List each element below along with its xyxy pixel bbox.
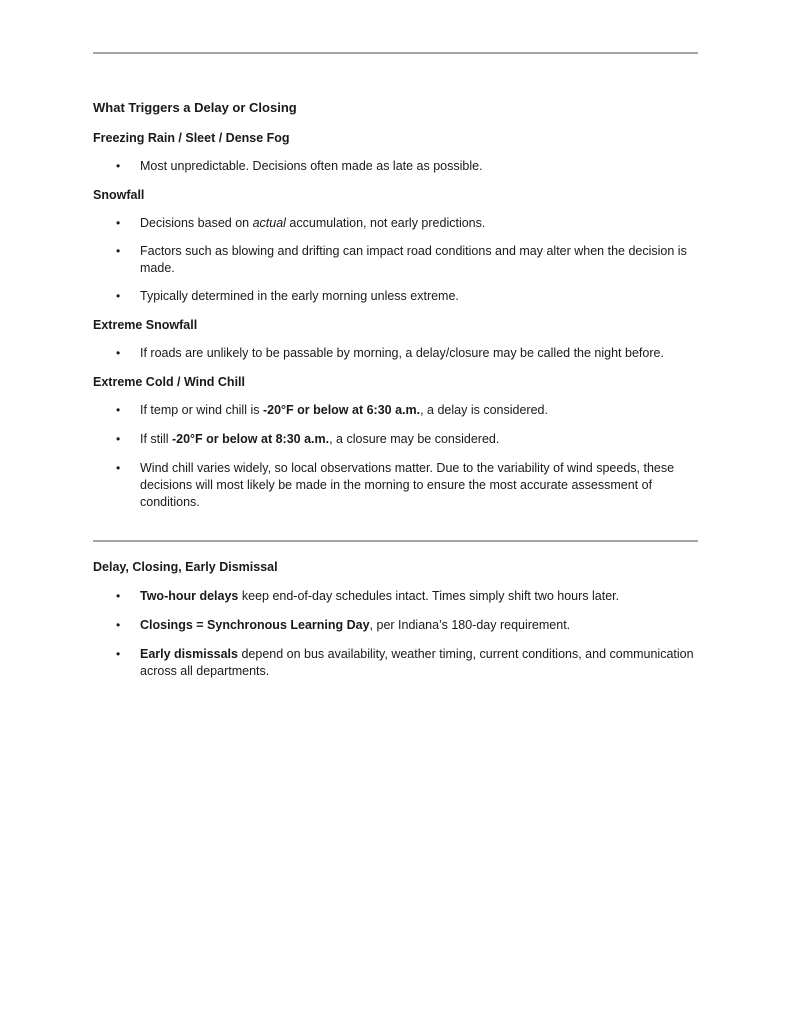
delay-closing-list <box>93 588 703 680</box>
list-item: • If roads are unlikely to be passable by morning, a delay/closure may be called the night before. <box>116 346 664 360</box>
list-item: • Factors such as blowing and drifting can impact road conditions and may alter when the decision is made. <box>116 244 687 275</box>
list-item: • Two-hour delays keep end-of-day schedules intact. Times simply shift two hours later. <box>116 589 620 603</box>
bullet-dot: • <box>116 589 121 603</box>
bullet-dot: • <box>116 647 121 661</box>
freezing-rain-heading: Freezing Rain / Sleet / Dense Fog <box>93 131 290 145</box>
list-item: • Wind chill varies widely, so local observations matter. Due to the variability of wind speeds, these decisions will most likely be made in the morning to ensure the most accurate assessment of conditions. <box>116 461 675 509</box>
list-item: • Decisions based on actual accumulation, not early predictions. <box>116 216 486 230</box>
list-item: • If still -20°F or below at 8:30 a.m., a closure may be considered. <box>116 432 500 446</box>
bullet-dot: • <box>116 216 121 230</box>
extreme-cold-list <box>93 402 703 511</box>
list-item: • Early dismissals depend on bus availability, weather timing, current conditions, and communication across all departments. <box>116 647 694 678</box>
list-item: • Typically determined in the early morning unless extreme. <box>116 289 459 303</box>
bullet-dot: • <box>116 432 121 446</box>
extreme-cold-heading: Extreme Cold / Wind Chill <box>93 375 245 389</box>
top-divider <box>93 52 698 54</box>
freezing-rain-list <box>93 158 703 175</box>
extreme-snowfall-heading: Extreme Snowfall <box>93 318 198 332</box>
bullet-dot: • <box>116 618 121 632</box>
bullet-dot: • <box>116 159 121 173</box>
snowfall-list <box>93 215 703 305</box>
bullet-dot: • <box>116 289 121 303</box>
bullet-dot: • <box>116 403 121 417</box>
delay-closing-section <box>93 559 703 680</box>
list-item: • Closings = Synchronous Learning Day, per Indiana’s 180-day requirement. <box>116 618 571 632</box>
triggers-title: What Triggers a Delay or Closing <box>93 100 297 115</box>
triggers-section <box>93 100 703 511</box>
bullet-dot: • <box>116 346 121 360</box>
snowfall-heading: Snowfall <box>93 188 145 202</box>
delay-closing-title: Delay, Closing, Early Dismissal <box>93 560 278 574</box>
extreme-snowfall-list <box>93 345 703 362</box>
bullet-dot: • <box>116 461 121 475</box>
list-item: • Most unpredictable. Decisions often made as late as possible. <box>116 159 483 173</box>
bullet-dot: • <box>116 244 121 258</box>
list-item: • If temp or wind chill is -20°F or below at 6:30 a.m., a delay is considered. <box>116 403 548 417</box>
middle-divider <box>93 540 698 542</box>
